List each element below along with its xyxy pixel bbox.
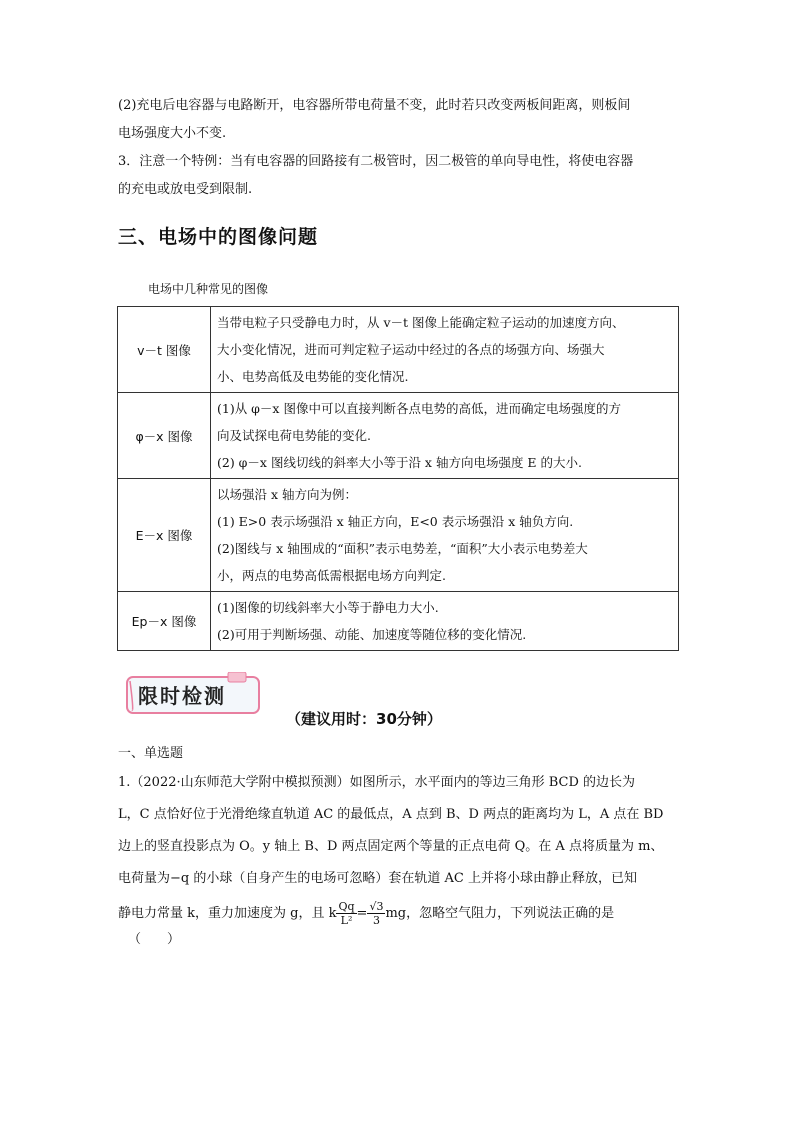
table-row — [118, 393, 679, 479]
question-line: 电荷量为−q 的小球（自身产生的电场可忽略）套在轨道 AC 上并将小球由静止释放，已知 — [118, 871, 637, 886]
fraction-root3-over-3 — [367, 900, 385, 927]
intro-line: 电场强度大小不变. — [118, 126, 227, 141]
graph-types-table — [117, 306, 679, 651]
fraction-denominator: L² — [340, 914, 353, 927]
section-title: 三、电场中的图像问题 — [118, 226, 319, 248]
row-line: 大小变化情况，进而可判定粒子运动中经过的各点的场强方向、场强大 — [217, 342, 605, 357]
table-row — [118, 307, 679, 393]
suggested-time: （建议用时：30分钟） — [286, 710, 442, 728]
row-line: 小、电势高低及电势能的变化情况. — [217, 369, 409, 384]
row-label: Ep－x 图像 — [118, 592, 211, 651]
table-row — [118, 592, 679, 651]
row-label: E－x 图像 — [118, 479, 211, 592]
row-line: (1) E>0 表示场强沿 x 轴正方向，E<0 表示场强沿 x 轴负方向. — [217, 514, 574, 529]
row-line: 当带电粒子只受静电力时，从 v－t 图像上能确定粒子运动的加速度方向、 — [217, 315, 625, 330]
fraction-qq-over-l2 — [336, 900, 356, 927]
fraction-denominator: 3 — [372, 914, 380, 927]
row-content — [211, 479, 679, 592]
row-line: 小，两点的电势高低需根据电场方向判定. — [217, 568, 446, 583]
row-line: (1)图像的切线斜率大小等于静电力大小. — [217, 600, 439, 615]
row-line: (2)可用于判断场强、动能、加速度等随位移的变化情况. — [217, 627, 527, 642]
row-line: 向及试探电荷电势能的变化. — [217, 428, 371, 443]
row-line: (2) φ－x 图线切线的斜率大小等于沿 x 轴方向电场强度 E 的大小. — [217, 455, 582, 470]
intro-line: (2)充电后电容器与电路断开，电容器所带电荷量不变，此时若只改变两板间距离，则板间 — [118, 98, 631, 113]
clip-icon — [228, 672, 246, 682]
row-content — [211, 307, 679, 393]
row-label: v－t 图像 — [118, 307, 211, 393]
row-label: φ－x 图像 — [118, 393, 211, 479]
table-row — [118, 479, 679, 592]
formula-prefix: 静电力常量 k，重力加速度为 g，且 k — [118, 906, 337, 921]
row-content — [211, 592, 679, 651]
question-type-heading: 一、单选题 — [118, 746, 184, 761]
equals-sign: = — [356, 906, 368, 921]
badge-text: 限时检测 — [138, 684, 226, 708]
row-line: 以场强沿 x 轴方向为例： — [217, 487, 357, 502]
intro-line: 的充电或放电受到限制. — [118, 182, 253, 197]
intro-line: 3．注意一个特例：当有电容器的回路接有二极管时，因二极管的单向导电性，将使电容器 — [118, 154, 634, 169]
question-line: 边上的竖直投影点为 O。y 轴上 B、D 两点固定两个等量的正点电荷 Q。在 A 点将质量为 m、 — [118, 839, 664, 854]
intro-paragraph — [118, 92, 678, 204]
fraction-numerator: Qq — [338, 900, 355, 913]
row-line: (1)从 φ－x 图像中可以直接判断各点电势的高低，进而确定电场强度的方 — [217, 401, 621, 416]
row-line: (2)图线与 x 轴围成的“面积”表示电势差，“面积”大小表示电势差大 — [217, 541, 588, 556]
fraction-numerator: √3 — [369, 900, 384, 913]
row-content — [211, 393, 679, 479]
answer-blank: （ ） — [128, 932, 181, 947]
question-line: 1.（2022·山东师范大学附中模拟预测）如图所示，水平面内的等边三角形 BCD 的边长为 — [118, 775, 636, 790]
question-line-with-formula — [118, 895, 678, 933]
formula-suffix: mg，忽略空气阻力，下列说法正确的是 — [385, 906, 615, 921]
question-line: L，C 点恰好位于光滑绝缘直轨道 AC 的最低点，A 点到 B、D 两点的距离均为 L，A 点在 BD — [118, 807, 664, 822]
question-1 — [118, 767, 678, 933]
table-caption: 电场中几种常见的图像 — [148, 282, 269, 296]
